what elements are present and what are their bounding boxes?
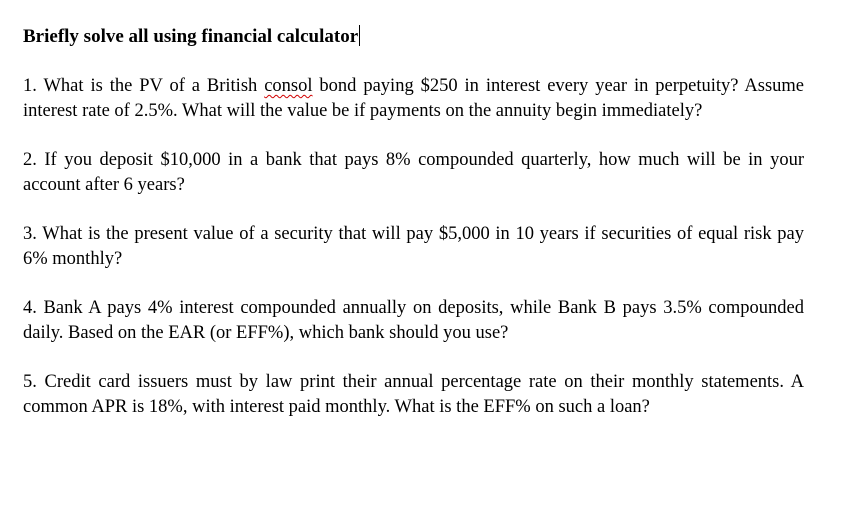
question-1-text-end: bond paying $250 in interest every year in perpetuity? Assume interest rate of 2.5%. What will the value be if payments on the annuity begin immediately?: [23, 76, 804, 121]
text-cursor: [359, 25, 360, 46]
document-heading[interactable]: Briefly solve all using financial calculator: [23, 26, 359, 47]
question-1[interactable]: [23, 74, 804, 124]
question-4[interactable]: 4. Bank A pays 4% interest compounded annually on deposits, while Bank B pays 3.5% compounded daily. Based on the EAR (or EFF%), which bank should you use?: [23, 298, 804, 343]
question-5[interactable]: 5. Credit card issuers must by law print their annual percentage rate on their monthly statements. A common APR is 18%, with interest paid monthly. What is the EFF% on such a loan?: [23, 372, 804, 417]
question-2[interactable]: 2. If you deposit $10,000 in a bank that pays 8% compounded quarterly, how much will be in your account after 6 years?: [23, 150, 804, 195]
question-3[interactable]: 3. What is the present value of a security that will pay $5,000 in 10 years if securities of equal risk pay 6% monthly?: [23, 224, 804, 269]
question-1-text-start: 1. What is the PV of a British: [23, 76, 265, 96]
spellcheck-flagged-word[interactable]: consol: [264, 76, 313, 96]
heading-line: [23, 24, 804, 50]
document-body[interactable]: [23, 24, 804, 420]
